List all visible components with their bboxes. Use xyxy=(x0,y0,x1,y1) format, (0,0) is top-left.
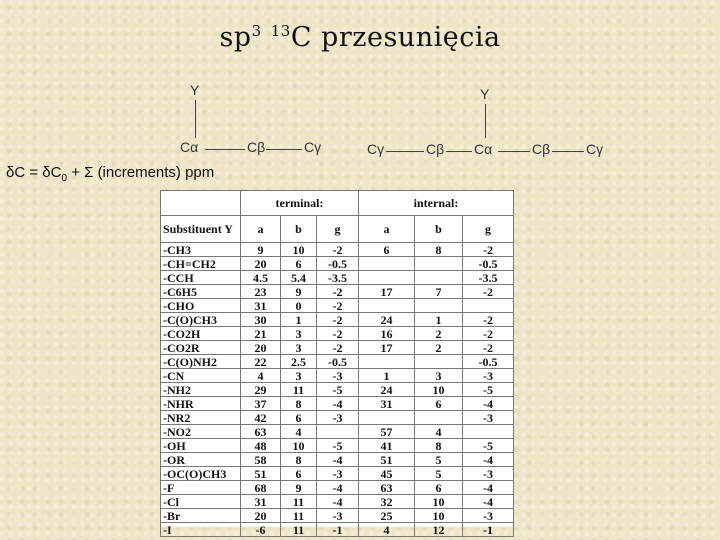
left-c-gamma-label: Cγ xyxy=(304,139,322,155)
internal-g-cell: -2 xyxy=(463,243,514,257)
internal-g-cell: -0.5 xyxy=(463,257,514,271)
terminal-b-cell: 5.4 xyxy=(281,271,317,285)
internal-b-cell: 1 xyxy=(415,313,463,327)
substituent-cell: -CH3 xyxy=(161,243,241,257)
internal-b-cell: 10 xyxy=(415,509,463,523)
title-prefix: sp xyxy=(219,22,252,53)
internal-a-cell: 17 xyxy=(359,341,415,355)
table-row xyxy=(161,495,514,509)
table-row xyxy=(161,509,514,523)
terminal-b-cell: 11 xyxy=(281,383,317,397)
internal-b-cell: 8 xyxy=(415,243,463,257)
internal-b-cell: 5 xyxy=(415,467,463,481)
internal-g-cell: -3.5 xyxy=(463,271,514,285)
header-internal-g: g xyxy=(463,216,514,243)
table-row xyxy=(161,271,514,285)
left-c-beta-label: Cβ xyxy=(247,139,266,155)
internal-g-cell: -2 xyxy=(463,327,514,341)
internal-b-cell: 10 xyxy=(415,383,463,397)
terminal-b-cell: 3 xyxy=(281,341,317,355)
terminal-a-cell: 58 xyxy=(241,453,281,467)
title-sup-isotope: 13 xyxy=(270,22,291,40)
terminal-a-cell: 4 xyxy=(241,369,281,383)
internal-b-cell: 10 xyxy=(415,495,463,509)
internal-g-cell: -3 xyxy=(463,467,514,481)
terminal-b-cell: 6 xyxy=(281,411,317,425)
terminal-a-cell: 20 xyxy=(241,341,281,355)
internal-g-cell: -4 xyxy=(463,481,514,495)
right-c-alpha-label: Cα xyxy=(474,141,493,157)
internal-a-cell: 63 xyxy=(359,481,415,495)
substituent-cell: -OH xyxy=(161,439,241,453)
terminal-g-cell: -5 xyxy=(317,383,359,397)
terminal-g-cell: -0.5 xyxy=(317,257,359,271)
internal-a-cell xyxy=(359,299,415,313)
terminal-b-cell: 10 xyxy=(281,439,317,453)
internal-b-cell: 2 xyxy=(415,327,463,341)
header-terminal-b: b xyxy=(281,216,317,243)
table-row xyxy=(161,523,514,537)
terminal-a-cell: -6 xyxy=(241,523,281,537)
terminal-b-cell: 2.5 xyxy=(281,355,317,369)
internal-a-cell: 25 xyxy=(359,509,415,523)
right-bond-ab2 xyxy=(498,151,530,152)
terminal-g-cell: -2 xyxy=(317,299,359,313)
terminal-a-cell: 20 xyxy=(241,509,281,523)
substituent-cell: -C6H5 xyxy=(161,285,241,299)
internal-b-cell: 6 xyxy=(415,397,463,411)
terminal-g-cell: -2 xyxy=(317,285,359,299)
table-row xyxy=(161,341,514,355)
internal-a-cell: 24 xyxy=(359,383,415,397)
internal-b-cell xyxy=(415,271,463,285)
increments-table xyxy=(160,190,514,537)
internal-g-cell: -5 xyxy=(463,439,514,453)
substituent-cell: -OC(O)CH3 xyxy=(161,467,241,481)
substituent-cell: -NO2 xyxy=(161,425,241,439)
terminal-b-cell: 9 xyxy=(281,481,317,495)
table-row xyxy=(161,453,514,467)
internal-b-cell xyxy=(415,411,463,425)
terminal-a-cell: 68 xyxy=(241,481,281,495)
internal-g-cell: -3 xyxy=(463,509,514,523)
terminal-b-cell: 11 xyxy=(281,509,317,523)
internal-a-cell: 45 xyxy=(359,467,415,481)
internal-g-cell xyxy=(463,425,514,439)
terminal-a-cell: 63 xyxy=(241,425,281,439)
table-row xyxy=(161,285,514,299)
internal-g-cell: -2 xyxy=(463,341,514,355)
terminal-b-cell: 10 xyxy=(281,243,317,257)
formula-right: + Σ (increments) ppm xyxy=(67,164,215,181)
terminal-b-cell: 11 xyxy=(281,523,317,537)
terminal-a-cell: 29 xyxy=(241,383,281,397)
left-y-label: Y xyxy=(190,82,200,98)
terminal-g-cell: -2 xyxy=(317,313,359,327)
internal-g-cell: -4 xyxy=(463,453,514,467)
terminal-b-cell: 3 xyxy=(281,327,317,341)
internal-a-cell: 41 xyxy=(359,439,415,453)
formula-left: δC = δC xyxy=(6,164,62,181)
right-c-gamma2-label: Cγ xyxy=(586,141,604,157)
internal-a-cell: 32 xyxy=(359,495,415,509)
internal-b-cell: 3 xyxy=(415,369,463,383)
right-y-bond xyxy=(485,104,486,138)
terminal-a-cell: 31 xyxy=(241,495,281,509)
terminal-a-cell: 4.5 xyxy=(241,271,281,285)
internal-b-cell: 5 xyxy=(415,453,463,467)
terminal-a-cell: 31 xyxy=(241,299,281,313)
terminal-a-cell: 9 xyxy=(241,243,281,257)
terminal-g-cell: -3.5 xyxy=(317,271,359,285)
right-bond-g1b1 xyxy=(386,151,424,152)
internal-g-cell: -4 xyxy=(463,495,514,509)
substituent-cell: -CHO xyxy=(161,299,241,313)
header-substituent: Substituent Y xyxy=(161,216,241,243)
table-row xyxy=(161,397,514,411)
internal-b-cell: 4 xyxy=(415,425,463,439)
table-row xyxy=(161,425,514,439)
substituent-cell: -C(O)NH2 xyxy=(161,355,241,369)
header-internal-b: b xyxy=(415,216,463,243)
left-y-bond xyxy=(195,100,196,138)
table-row xyxy=(161,467,514,481)
right-y-label: Y xyxy=(480,86,490,102)
terminal-a-cell: 30 xyxy=(241,313,281,327)
right-c-gamma1-label: Cγ xyxy=(367,141,385,157)
terminal-g-cell: -3 xyxy=(317,467,359,481)
header-internal: internal: xyxy=(359,191,514,216)
table-row xyxy=(161,243,514,257)
page-title xyxy=(0,22,720,53)
internal-g-cell: -1 xyxy=(463,523,514,537)
substituent-cell: -NHR xyxy=(161,397,241,411)
terminal-g-cell: -4 xyxy=(317,453,359,467)
left-bond-ab xyxy=(205,149,245,150)
internal-a-cell: 1 xyxy=(359,369,415,383)
left-c-alpha-label: Cα xyxy=(180,139,199,155)
internal-a-cell: 24 xyxy=(359,313,415,327)
table-row xyxy=(161,411,514,425)
internal-g-cell: -3 xyxy=(463,369,514,383)
internal-g-cell: -4 xyxy=(463,397,514,411)
shift-formula xyxy=(6,164,214,184)
substituent-cell: -CN xyxy=(161,369,241,383)
terminal-g-cell: -4 xyxy=(317,495,359,509)
internal-a-cell: 57 xyxy=(359,425,415,439)
header-internal-a: a xyxy=(359,216,415,243)
right-bond-b1a xyxy=(446,151,472,152)
terminal-a-cell: 37 xyxy=(241,397,281,411)
terminal-g-cell xyxy=(317,425,359,439)
internal-g-cell: -2 xyxy=(463,313,514,327)
internal-b-cell xyxy=(415,299,463,313)
terminal-b-cell: 8 xyxy=(281,397,317,411)
terminal-a-cell: 22 xyxy=(241,355,281,369)
terminal-g-cell: -3 xyxy=(317,369,359,383)
terminal-a-cell: 21 xyxy=(241,327,281,341)
formula-subscript: 0 xyxy=(61,173,68,184)
internal-a-cell xyxy=(359,271,415,285)
internal-g-cell: -5 xyxy=(463,383,514,397)
terminal-a-cell: 51 xyxy=(241,467,281,481)
substituent-cell: -I xyxy=(161,523,241,537)
terminal-a-cell: 48 xyxy=(241,439,281,453)
substituent-cell: -CO2R xyxy=(161,341,241,355)
internal-g-cell: -3 xyxy=(463,411,514,425)
table-row xyxy=(161,383,514,397)
table-row xyxy=(161,481,514,495)
internal-b-cell: 6 xyxy=(415,481,463,495)
terminal-g-cell: -1 xyxy=(317,523,359,537)
table-body xyxy=(161,243,514,537)
internal-a-cell: 51 xyxy=(359,453,415,467)
right-c-beta2-label: Cβ xyxy=(532,141,551,157)
substituent-cell: -NR2 xyxy=(161,411,241,425)
table-row xyxy=(161,439,514,453)
table-row xyxy=(161,313,514,327)
header-blank-cell xyxy=(161,191,241,216)
internal-b-cell: 2 xyxy=(415,341,463,355)
internal-a-cell: 16 xyxy=(359,327,415,341)
substituent-cell: -CH=CH2 xyxy=(161,257,241,271)
substituent-cell: -Br xyxy=(161,509,241,523)
substituent-cell: -OR xyxy=(161,453,241,467)
internal-g-cell xyxy=(463,299,514,313)
terminal-g-cell: -0.5 xyxy=(317,355,359,369)
internal-a-cell: 6 xyxy=(359,243,415,257)
substituent-cell: -Cl xyxy=(161,495,241,509)
internal-b-cell xyxy=(415,257,463,271)
table-row xyxy=(161,327,514,341)
terminal-g-cell: -2 xyxy=(317,341,359,355)
internal-a-cell: 4 xyxy=(359,523,415,537)
terminal-b-cell: 0 xyxy=(281,299,317,313)
terminal-b-cell: 3 xyxy=(281,369,317,383)
internal-a-cell: 31 xyxy=(359,397,415,411)
table-row xyxy=(161,369,514,383)
terminal-g-cell: -4 xyxy=(317,397,359,411)
right-c-beta1-label: Cβ xyxy=(426,141,445,157)
internal-b-cell: 7 xyxy=(415,285,463,299)
terminal-g-cell: -2 xyxy=(317,327,359,341)
internal-b-cell xyxy=(415,355,463,369)
terminal-a-cell: 20 xyxy=(241,257,281,271)
terminal-g-cell: -2 xyxy=(317,243,359,257)
substituent-cell: -F xyxy=(161,481,241,495)
header-terminal: terminal: xyxy=(241,191,359,216)
internal-a-cell: 17 xyxy=(359,285,415,299)
substituent-cell: -C(O)CH3 xyxy=(161,313,241,327)
terminal-b-cell: 6 xyxy=(281,257,317,271)
terminal-b-cell: 1 xyxy=(281,313,317,327)
terminal-b-cell: 8 xyxy=(281,453,317,467)
substituent-cell: -NH2 xyxy=(161,383,241,397)
right-bond-b2g2 xyxy=(552,151,584,152)
internal-g-cell: -0.5 xyxy=(463,355,514,369)
title-sup-hybridization: 3 xyxy=(251,22,262,40)
table-row xyxy=(161,257,514,271)
internal-a-cell xyxy=(359,257,415,271)
terminal-g-cell: -5 xyxy=(317,439,359,453)
table-row xyxy=(161,355,514,369)
header-terminal-a: a xyxy=(241,216,281,243)
increments-table-container xyxy=(160,190,513,537)
terminal-a-cell: 23 xyxy=(241,285,281,299)
internal-a-cell xyxy=(359,355,415,369)
substituent-cell: -CCH xyxy=(161,271,241,285)
left-bond-bg xyxy=(266,149,302,150)
terminal-b-cell: 4 xyxy=(281,425,317,439)
substituent-cell: -CO2H xyxy=(161,327,241,341)
terminal-g-cell: -3 xyxy=(317,509,359,523)
internal-a-cell xyxy=(359,411,415,425)
title-rest: C przesunięcia xyxy=(290,22,501,53)
terminal-a-cell: 42 xyxy=(241,411,281,425)
internal-b-cell: 12 xyxy=(415,523,463,537)
terminal-g-cell: -4 xyxy=(317,481,359,495)
internal-b-cell: 8 xyxy=(415,439,463,453)
terminal-b-cell: 11 xyxy=(281,495,317,509)
terminal-b-cell: 9 xyxy=(281,285,317,299)
table-row xyxy=(161,299,514,313)
header-terminal-g: g xyxy=(317,216,359,243)
terminal-b-cell: 6 xyxy=(281,467,317,481)
terminal-g-cell: -3 xyxy=(317,411,359,425)
internal-g-cell: -2 xyxy=(463,285,514,299)
